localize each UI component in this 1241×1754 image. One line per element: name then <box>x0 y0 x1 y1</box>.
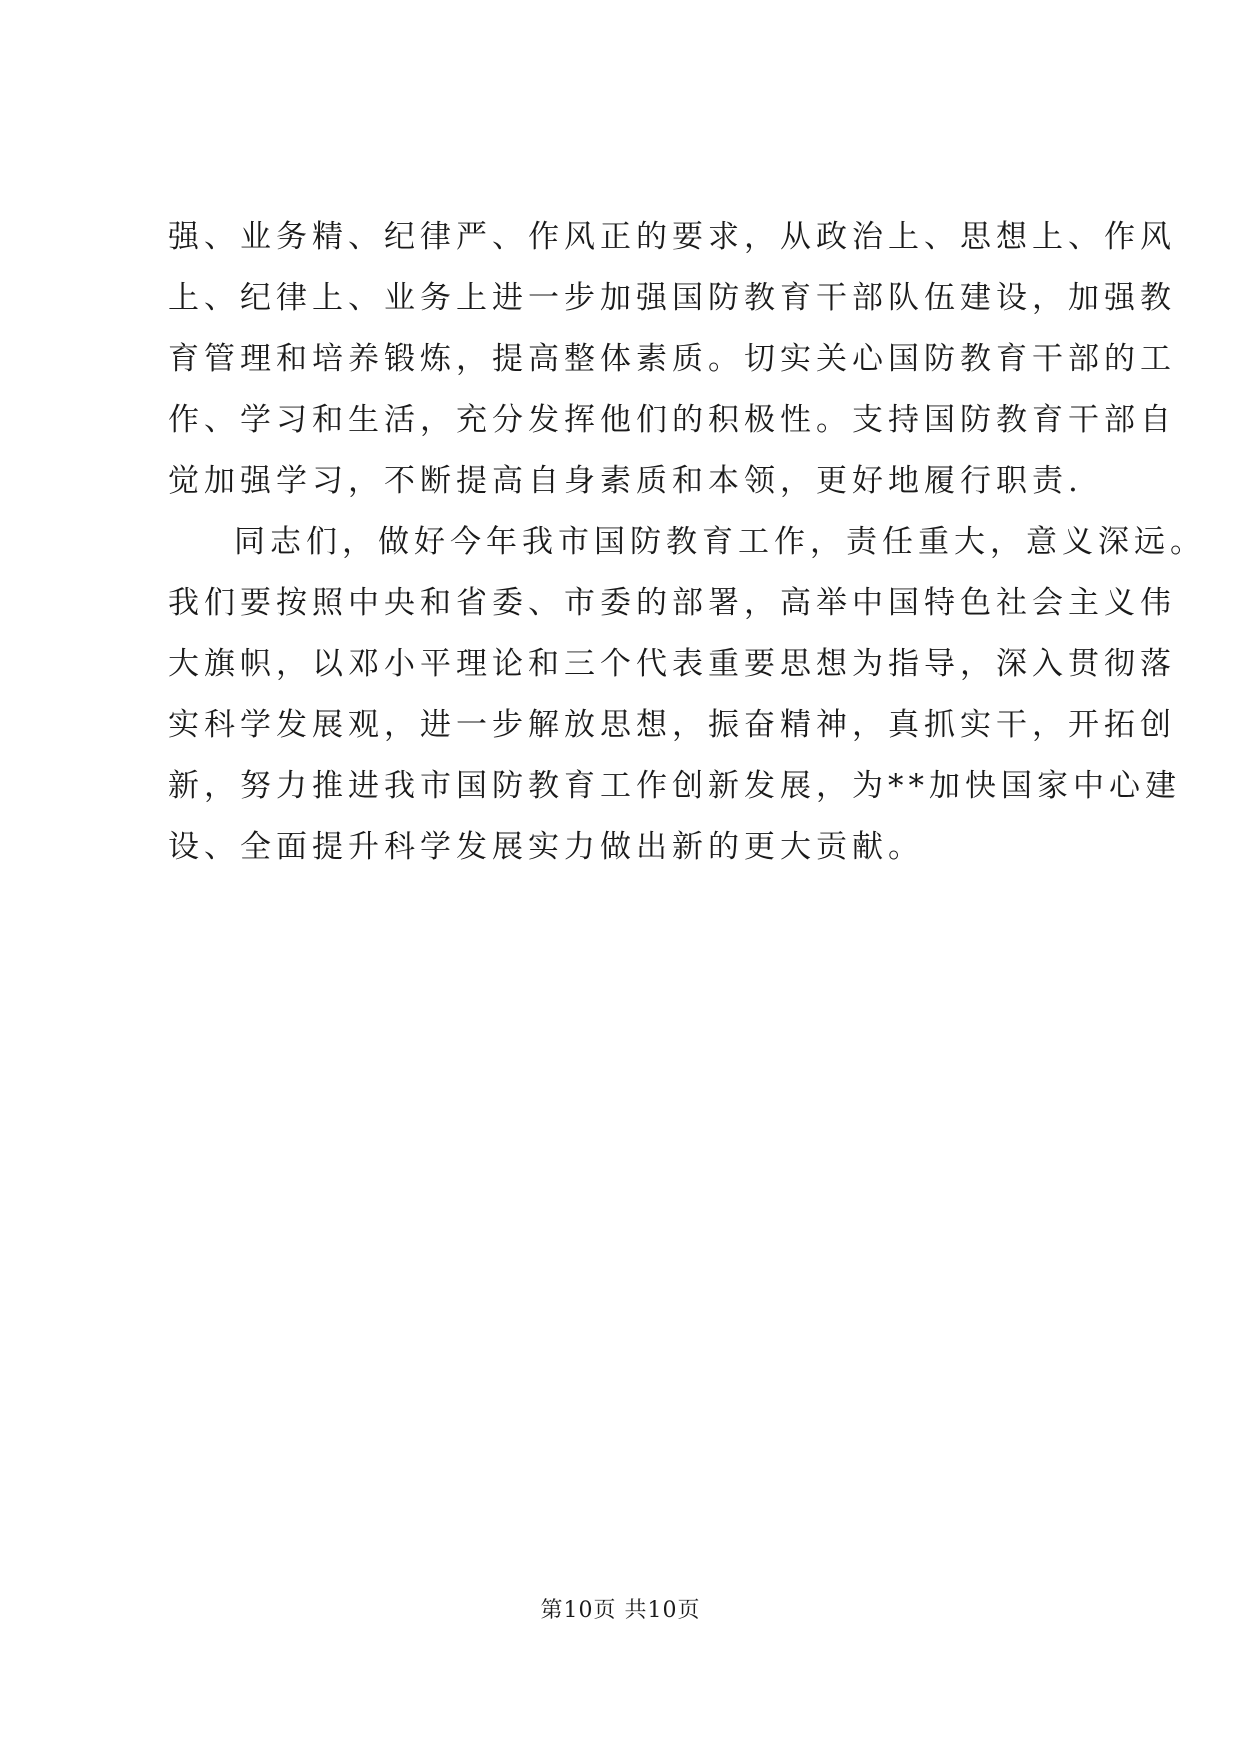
paragraph-2 <box>168 512 1206 878</box>
page-unit: 页 <box>593 1598 617 1623</box>
text-line: 觉加强学习，不断提高自身素质和本领，更好地履行职责. <box>168 463 1083 499</box>
document-body <box>168 207 1206 878</box>
page-total-unit: 页 <box>677 1598 701 1623</box>
text-line: 我们要按照中央和省委、市委的部署，高举中国特色社会主义伟 <box>168 585 1176 621</box>
text-line: 上、纪律上、业务上进一步加强国防教育干部队伍建设，加强教 <box>168 280 1176 316</box>
paragraph-1 <box>168 207 1176 512</box>
text-line: 新，努力推进我市国防教育工作创新发展，为**加快国家中心建 <box>168 768 1181 804</box>
page-current-label: 第 <box>540 1598 564 1623</box>
page-footer <box>0 1593 1241 1624</box>
text-line: 育管理和培养锻炼，提高整体素质。切实关心国防教育干部的工 <box>168 341 1176 377</box>
text-line: 设、全面提升科学发展实力做出新的更大贡献。 <box>168 829 924 865</box>
page-total-number: 10 <box>647 1598 678 1623</box>
text-line: 作、学习和生活，充分发挥他们的积极性。支持国防教育干部自 <box>168 402 1176 438</box>
text-line: 强、业务精、纪律严、作风正的要求，从政治上、思想上、作风 <box>168 219 1176 255</box>
text-line: 同志们，做好今年我市国防教育工作，责任重大，意义深远。 <box>234 524 1206 560</box>
page-total-label: 共 <box>624 1598 648 1623</box>
text-line: 大旗帜，以邓小平理论和三个代表重要思想为指导，深入贯彻落 <box>168 646 1176 682</box>
text-line: 实科学发展观，进一步解放思想，振奋精神，真抓实干，开拓创 <box>168 707 1176 743</box>
page-current-number: 10 <box>563 1598 594 1623</box>
